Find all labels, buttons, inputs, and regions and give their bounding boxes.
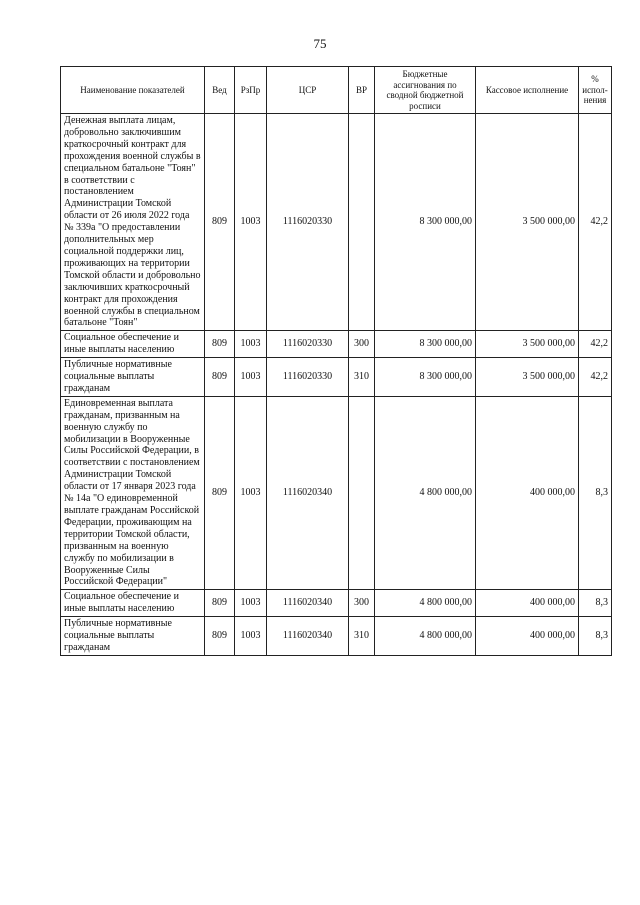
row-rzpr: 1003 bbox=[235, 396, 267, 590]
table-row bbox=[61, 114, 612, 331]
row-name: Социальное обеспечение и иные выплаты населению bbox=[61, 331, 205, 358]
row-name: Публичные нормативные социальные выплаты гражданам bbox=[61, 617, 205, 656]
row-assignments: 4 800 000,00 bbox=[375, 396, 476, 590]
row-vr: 300 bbox=[349, 331, 375, 358]
row-percent: 8,3 bbox=[579, 396, 612, 590]
row-execution: 400 000,00 bbox=[476, 590, 579, 617]
row-ved: 809 bbox=[205, 617, 235, 656]
col-header-csr: ЦСР bbox=[267, 67, 349, 114]
table-row bbox=[61, 358, 612, 397]
row-percent: 42,2 bbox=[579, 331, 612, 358]
row-execution: 400 000,00 bbox=[476, 396, 579, 590]
table-row bbox=[61, 331, 612, 358]
table-header-row bbox=[61, 67, 612, 114]
row-vr bbox=[349, 396, 375, 590]
row-csr: 1116020340 bbox=[267, 396, 349, 590]
col-header-ved: Вед bbox=[205, 67, 235, 114]
row-assignments: 4 800 000,00 bbox=[375, 590, 476, 617]
col-header-rzpr: РзПр bbox=[235, 67, 267, 114]
row-execution: 3 500 000,00 bbox=[476, 114, 579, 331]
row-ved: 809 bbox=[205, 590, 235, 617]
row-csr: 1116020340 bbox=[267, 590, 349, 617]
col-header-percent: % испол-нения bbox=[579, 67, 612, 114]
row-name: Единовременная выплата гражданам, призванным на военную службу по мобилизации в Вооруженные Силы Российской Федерации, в соответствии с постановлением Администрации Томской области от 17 января 2023 года № 14а "О единовременной выплате гражданам Российской Федерации, проживающим на территории Томской области, призванным на военную службу по мобилизации в Вооруженные Силы Российской Федерации" bbox=[61, 396, 205, 590]
row-vr: 310 bbox=[349, 358, 375, 397]
col-header-name: Наименование показателей bbox=[61, 67, 205, 114]
row-csr: 1116020330 bbox=[267, 114, 349, 331]
row-name: Социальное обеспечение и иные выплаты населению bbox=[61, 590, 205, 617]
row-name: Денежная выплата лицам, добровольно заключившим краткосрочный контракт для прохождения военной службы в специальном батальоне "Тоян" в соответствии с постановлением Администрации Томской области от 26 июля 2022 года № 339а "О предоставлении дополнительных мер социальной поддержки лиц, проживающих на территории Томской области и добровольно заключивших краткосрочный контракт для прохождения военной службы в специальном батальоне "Тоян" bbox=[61, 114, 205, 331]
row-rzpr: 1003 bbox=[235, 358, 267, 397]
row-execution: 3 500 000,00 bbox=[476, 331, 579, 358]
row-ved: 809 bbox=[205, 114, 235, 331]
row-csr: 1116020340 bbox=[267, 617, 349, 656]
row-ved: 809 bbox=[205, 358, 235, 397]
row-assignments: 8 300 000,00 bbox=[375, 114, 476, 331]
row-execution: 3 500 000,00 bbox=[476, 358, 579, 397]
row-assignments: 8 300 000,00 bbox=[375, 358, 476, 397]
row-percent: 42,2 bbox=[579, 114, 612, 331]
row-assignments: 8 300 000,00 bbox=[375, 331, 476, 358]
row-vr bbox=[349, 114, 375, 331]
table-row bbox=[61, 396, 612, 590]
row-vr: 310 bbox=[349, 617, 375, 656]
col-header-vr: ВР bbox=[349, 67, 375, 114]
row-percent: 8,3 bbox=[579, 590, 612, 617]
row-rzpr: 1003 bbox=[235, 617, 267, 656]
col-header-assignments: Бюджетные ассигнования по сводной бюджетной росписи bbox=[375, 67, 476, 114]
page-number: 75 bbox=[313, 36, 327, 51]
row-name: Публичные нормативные социальные выплаты гражданам bbox=[61, 358, 205, 397]
table-row bbox=[61, 590, 612, 617]
row-percent: 8,3 bbox=[579, 617, 612, 656]
row-rzpr: 1003 bbox=[235, 590, 267, 617]
row-assignments: 4 800 000,00 bbox=[375, 617, 476, 656]
row-percent: 42,2 bbox=[579, 358, 612, 397]
row-execution: 400 000,00 bbox=[476, 617, 579, 656]
row-rzpr: 1003 bbox=[235, 331, 267, 358]
budget-table bbox=[60, 66, 612, 656]
table-row bbox=[61, 617, 612, 656]
row-ved: 809 bbox=[205, 331, 235, 358]
col-header-execution: Кассовое исполнение bbox=[476, 67, 579, 114]
row-rzpr: 1003 bbox=[235, 114, 267, 331]
row-ved: 809 bbox=[205, 396, 235, 590]
row-csr: 1116020330 bbox=[267, 331, 349, 358]
row-csr: 1116020330 bbox=[267, 358, 349, 397]
row-vr: 300 bbox=[349, 590, 375, 617]
